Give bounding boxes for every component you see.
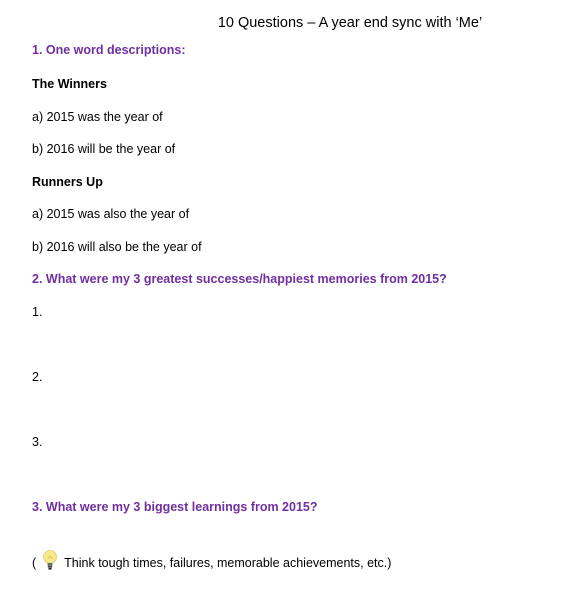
question-2-heading: 2. What were my 3 greatest successes/happiest memories from 2015?: [32, 272, 447, 286]
winners-heading: The Winners: [32, 77, 107, 91]
lightbulb-icon: [42, 550, 58, 572]
question-3-hint: [32, 548, 391, 570]
winners-item-a: a) 2015 was the year of: [32, 110, 163, 124]
runners-up-heading: Runners Up: [32, 175, 103, 189]
page-title: 10 Questions – A year end sync with ‘Me’: [217, 15, 483, 31]
list-item: 1.: [32, 305, 43, 319]
runners-up-item-a: a) 2015 was also the year of: [32, 207, 190, 221]
question-1-heading: 1. One word descriptions:: [32, 43, 186, 57]
list-item: 3.: [32, 435, 43, 449]
runners-up-item-b: b) 2016 will also be the year of: [32, 240, 202, 254]
question-3-heading: 3. What were my 3 biggest learnings from 2015?: [32, 500, 318, 514]
hint-open-paren: (: [32, 556, 37, 570]
hint-text: Think tough times, failures, memorable achievements, etc.): [64, 556, 392, 570]
list-item: 2.: [32, 370, 43, 384]
winners-item-b: b) 2016 will be the year of: [32, 142, 176, 156]
